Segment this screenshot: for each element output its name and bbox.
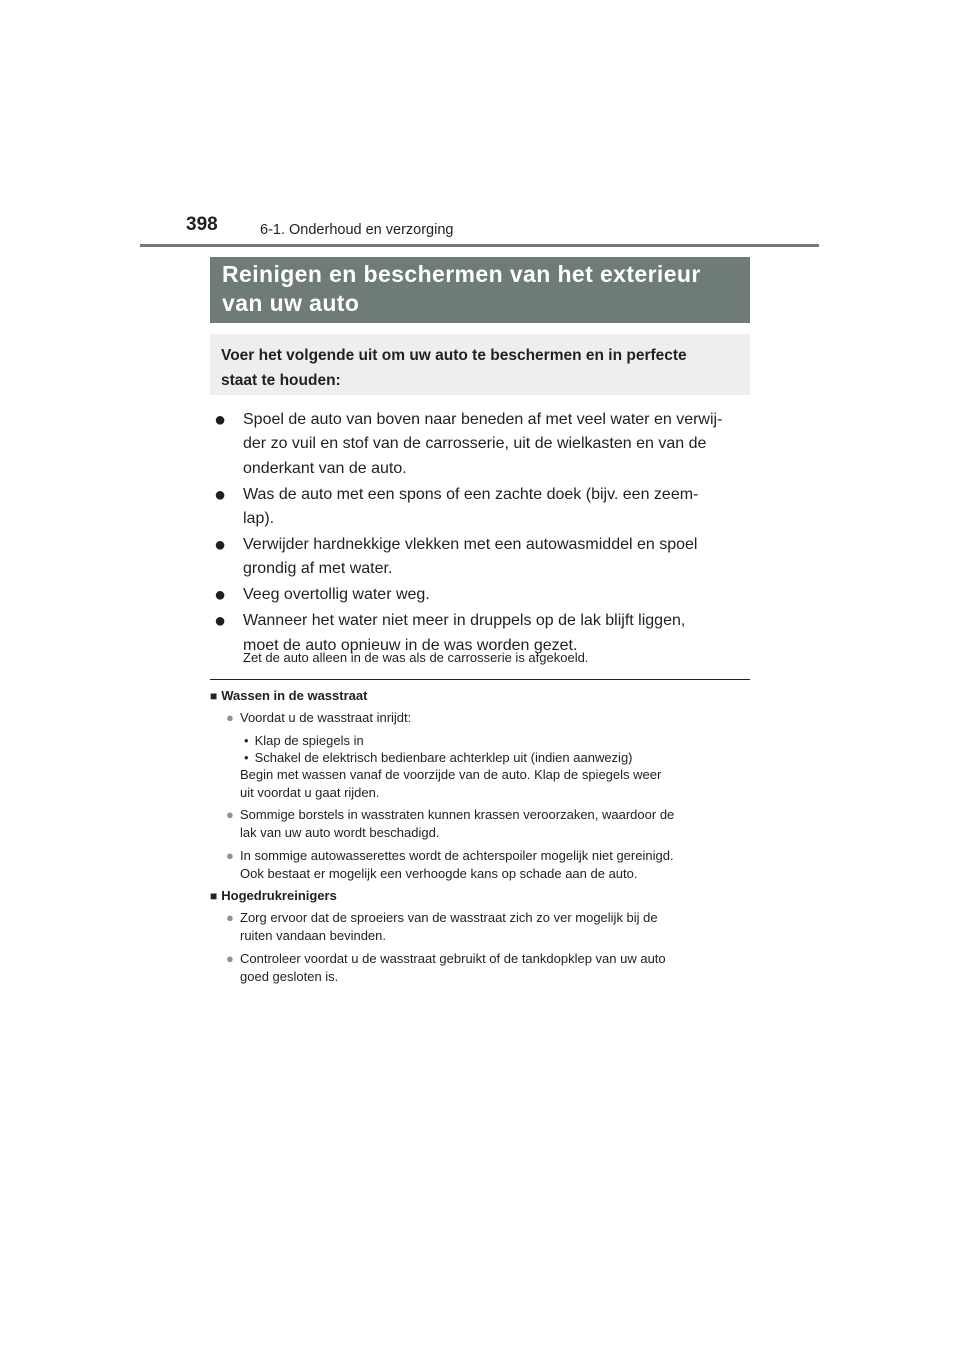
wash-continuation-line2: uit voordat u gaat rijden. <box>240 784 380 800</box>
bullet-icon: ● <box>214 610 227 633</box>
wash-heading-text: Wassen in de wasstraat <box>221 688 368 703</box>
list-item-line: Verwijder hardnekkige vlekken met een autowasmiddel en spoel <box>243 536 698 554</box>
wash-item-2-line1: Sommige borstels in wasstraten kunnen krassen veroorzaken, waardoor de <box>240 807 675 822</box>
intro-box <box>210 334 750 395</box>
wash-subitem-2-text: Schakel de elektrisch bedienbare achterklep uit (indien aanwezig) <box>254 750 633 765</box>
wash-item-1 <box>226 709 750 727</box>
dot-bullet-icon: • <box>244 733 249 748</box>
section-title-line1: Reinigen en beschermen van het exterieur <box>222 261 701 287</box>
bullet-icon: ● <box>226 910 234 925</box>
list-item-line: Was de auto met een spons of een zachte doek (bijv. een zeem- <box>243 485 699 503</box>
pressure-item-2-line2: goed gesloten is. <box>240 968 339 984</box>
intro-line1: Voer het volgende uit om uw auto te beschermen en in perfecte <box>221 347 687 364</box>
list-item-line: onderkant van de auto. <box>243 459 407 477</box>
list-item-line: der zo vuil en stof van de carrosserie, uit de wielkasten en van de <box>243 435 707 453</box>
wash-subitem-1 <box>244 732 364 750</box>
wash-continuation-line1: Begin met wassen vanaf de voorzijde van de auto. Klap de spiegels weer <box>240 767 662 782</box>
wash-item-3-line1: In sommige autowasserettes wordt de achterspoiler mogelijk niet gereinigd. <box>240 848 674 863</box>
wash-item-3-line2: Ook bestaat er mogelijk een verhoogde kans op schade aan de auto. <box>240 865 638 881</box>
section-title <box>210 257 750 323</box>
wash-heading <box>210 687 367 706</box>
pressure-item-1-line2: ruiten vandaan bevinden. <box>240 927 387 943</box>
section-rule <box>210 679 750 680</box>
section-title-line2: van uw auto <box>222 290 360 316</box>
procedure-list <box>214 408 745 660</box>
wash-item-2-line2: lak van uw auto wordt beschadigd. <box>240 824 440 840</box>
list-item-line: moet de auto opnieuw in de was worden gezet. <box>243 636 578 654</box>
pressure-item-2 <box>226 950 750 985</box>
wash-item-2 <box>226 806 750 841</box>
intro-line2: staat te houden: <box>221 372 341 389</box>
page-number: 398 <box>186 214 218 235</box>
wash-subitem-1-text: Klap de spiegels in <box>254 733 364 748</box>
wash-subitem-2 <box>244 749 633 767</box>
bullet-icon: ● <box>226 807 234 822</box>
list-item-line: Wanneer het water niet meer in druppels op de lak blijft liggen, <box>243 612 686 630</box>
wash-item-3 <box>226 847 750 882</box>
list-item-line: lap). <box>243 510 275 528</box>
bullet-icon: ● <box>214 483 227 506</box>
pressure-item-2-line1: Controleer voordat u de wasstraat gebruikt of de tankdopklep van uw auto <box>240 951 666 966</box>
section-label: 6-1. Onderhoud en verzorging <box>260 222 454 238</box>
bullet-icon: ● <box>226 848 234 863</box>
wash-continuation <box>240 766 750 801</box>
bullet-icon: ● <box>226 710 234 725</box>
header-rule <box>140 244 819 247</box>
bullet-icon: ● <box>214 584 227 607</box>
list-item-line: Veeg overtollig water weg. <box>243 586 430 604</box>
list-item-line: grondig af met water. <box>243 560 393 578</box>
pressure-item-1-line1: Zorg ervoor dat de sproeiers van de wasstraat zich zo ver mogelijk bij de <box>240 910 658 925</box>
list-item-line: Spoel de auto van boven naar beneden af met veel water en verwij- <box>243 411 723 428</box>
pressure-item-1 <box>226 909 750 944</box>
bullet-icon: ● <box>214 534 227 557</box>
square-bullet-icon: ■ <box>210 889 218 903</box>
bullet-icon: ● <box>214 409 227 431</box>
wash-item-1-text: Voordat u de wasstraat inrijdt: <box>240 710 412 725</box>
list-item <box>214 408 745 481</box>
dot-bullet-icon: • <box>244 750 249 765</box>
list-item <box>214 533 745 582</box>
bullet-icon: ● <box>226 951 234 966</box>
pressure-heading-text: Hogedrukreinigers <box>221 888 337 903</box>
note-text: Zet de auto alleen in de was als de carrosserie is afgekoeld. <box>243 650 589 665</box>
pressure-heading <box>210 887 337 906</box>
list-item <box>214 583 745 607</box>
list-item <box>214 483 745 532</box>
square-bullet-icon: ■ <box>210 689 218 703</box>
